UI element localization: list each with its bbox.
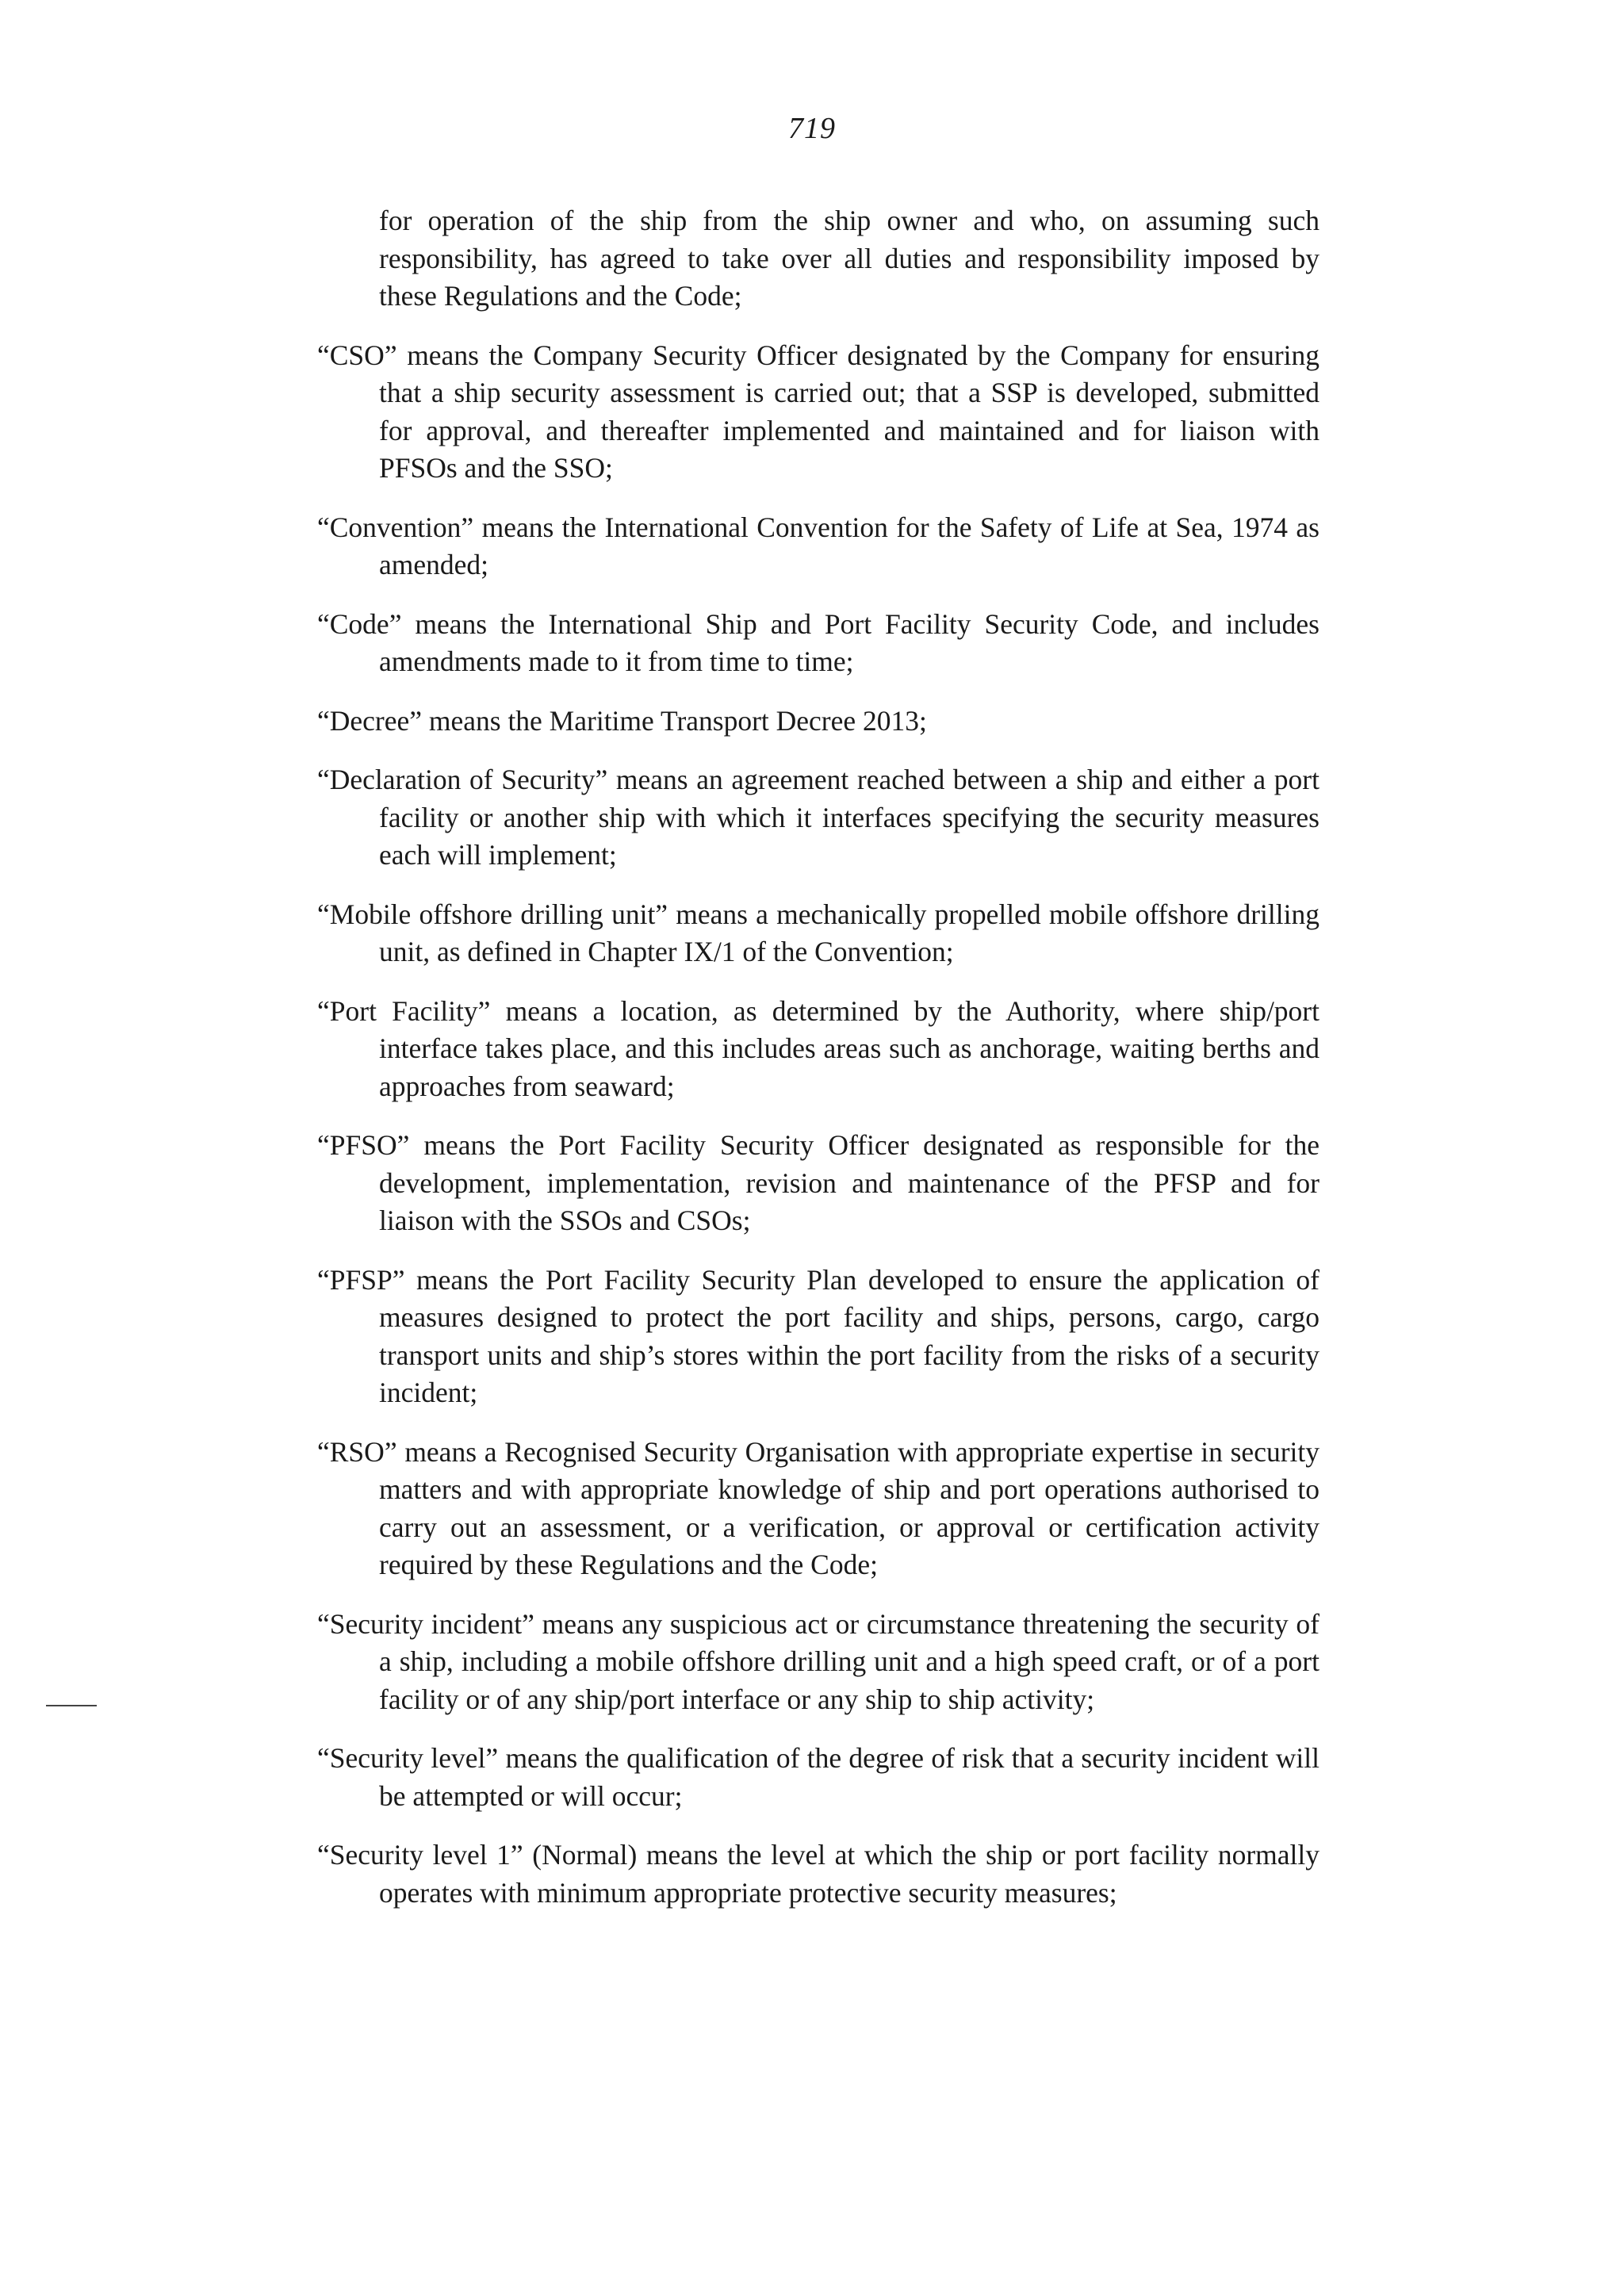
definition-cso: “CSO” means the Company Security Officer designated by the Company for ensuring that a ship security assessment is carried out; that a SSP is developed, submitted for approval, and thereafter implemented and maintained and for liaison with PFSOs and the SSO; bbox=[317, 339, 1320, 484]
definition-security-level: “Security level” means the qualification of the degree of risk that a security incident will be attempted or will occur; bbox=[317, 1742, 1320, 1812]
definition-pfso: “PFSO” means the Port Facility Security Officer designated as responsible for the development, implementation, revision and maintenance of the PFSP and for liaison with the SSOs and CSOs; bbox=[317, 1129, 1320, 1236]
page-number: 719 bbox=[788, 112, 836, 145]
margin-rule bbox=[46, 1705, 97, 1706]
definition-mobile-offshore-drilling-unit: “Mobile offshore drilling unit” means a mechanically propelled mobile offshore drilling unit, as defined in Chapter IX/1 of the Convention; bbox=[317, 898, 1320, 967]
definition-rso: “RSO” means a Recognised Security Organisation with appropriate expertise in security matters and with appropriate knowledge of ship and port operations authorised to carry out an assessment, or a verification, or approval or certification activity required by these Regulations and the Code; bbox=[317, 1435, 1320, 1580]
definition-convention: “Convention” means the International Convention for the Safety of Life at Sea, 1974 as amended; bbox=[317, 511, 1320, 580]
definitions-list bbox=[317, 202, 1320, 1933]
definition-port-facility: “Port Facility” means a location, as determined by the Authority, where ship/port interface takes place, and this includes areas such as anchorage, waiting berths and approaches from seaward; bbox=[317, 994, 1320, 1102]
definition-decree: “Decree” means the Maritime Transport Decree 2013; bbox=[317, 704, 927, 737]
definition-security-level-1: “Security level 1” (Normal) means the level at which the ship or port facility normally operates with minimum appropriate protective security measures; bbox=[317, 1839, 1320, 1909]
definition-pfsp: “PFSP” means the Port Facility Security Plan developed to ensure the application of measures designed to protect the port facility and ships, persons, cargo, cargo transport units and ship’s stores within the port facility from the risks of a security incident; bbox=[317, 1263, 1320, 1408]
definition-code: “Code” means the International Ship and Port Facility Security Code, and includes amendments made to it from time to time; bbox=[317, 607, 1320, 677]
definition-continuation: for operation of the ship from the ship owner and who, on assuming such responsibility, has agreed to take over all duties and responsibility imposed by these Regulations and the Code; bbox=[379, 205, 1320, 312]
definition-security-incident: “Security incident” means any suspicious act or circumstance threatening the security of a ship, including a mobile offshore drilling unit and a high speed craft, or of a port facility or of any ship/port interface or any ship to ship activity; bbox=[317, 1607, 1320, 1715]
definition-declaration-of-security: “Declaration of Security” means an agreement reached between a ship and either a port facility or another ship with which it interfaces specifying the security measures each will implement; bbox=[317, 764, 1320, 871]
